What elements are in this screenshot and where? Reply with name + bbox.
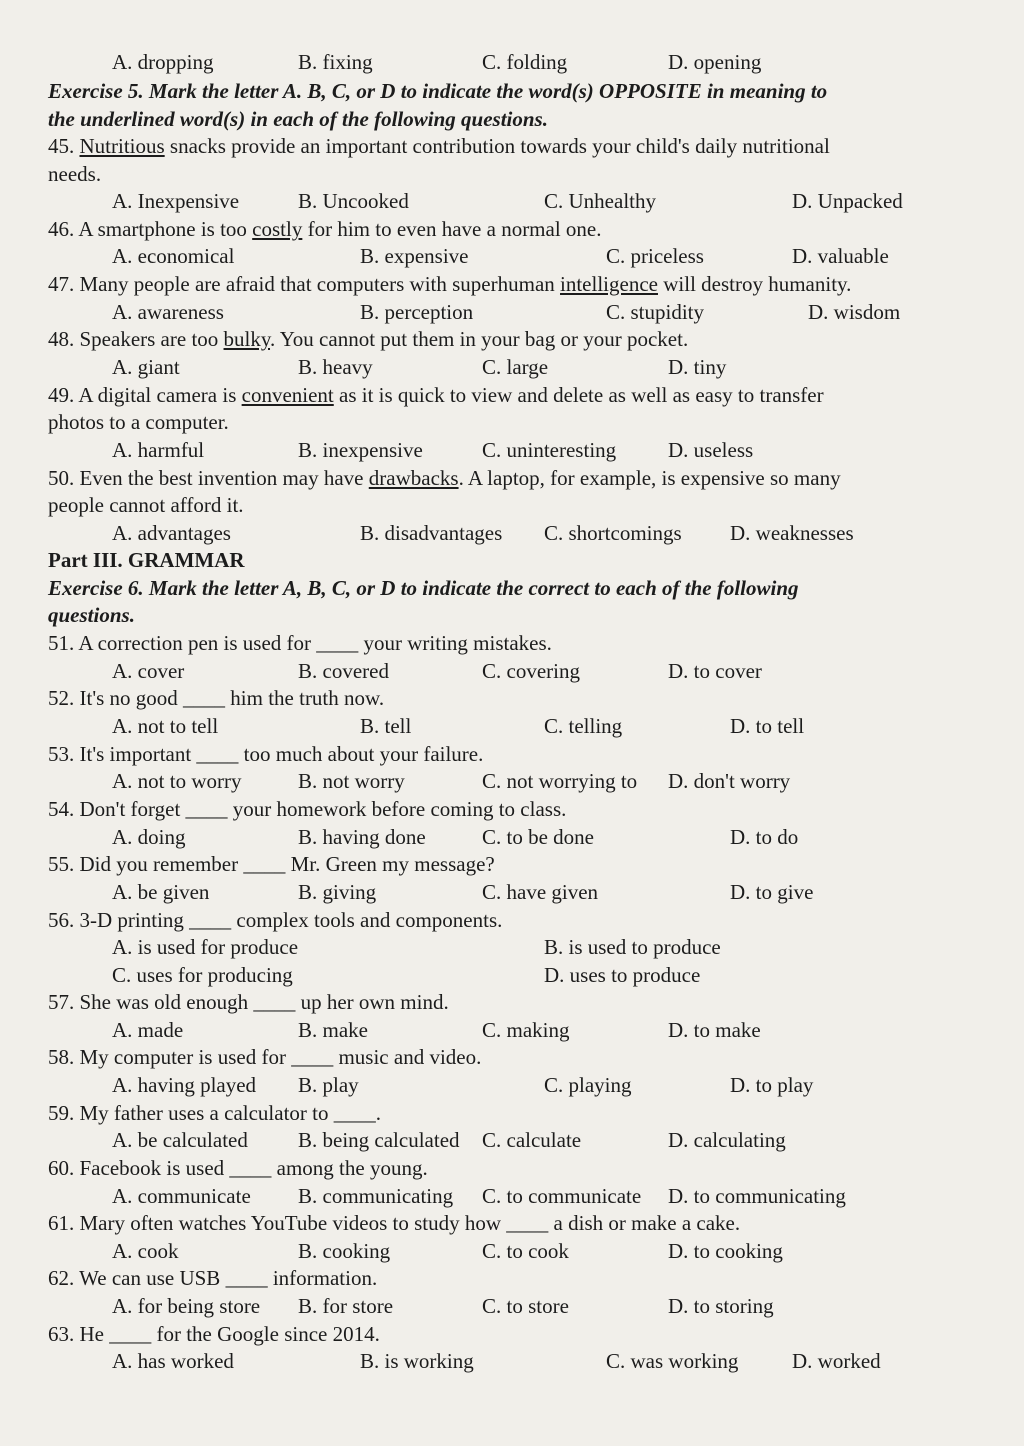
option-a: A. awareness — [112, 300, 224, 324]
question-51: 51. A correction pen is used for ____ your writing mistakes. — [48, 631, 552, 655]
option-a: A. be calculated — [112, 1128, 248, 1152]
option-d: D. to make — [668, 1018, 761, 1042]
option-c: C. to store — [482, 1294, 569, 1318]
question-48: 48. Speakers are too bulky. You cannot put them in your bag or your pocket. — [48, 327, 689, 351]
option-d: D. wisdom — [808, 300, 901, 324]
option-b: B. fixing — [298, 50, 373, 74]
option-a: A. for being store — [112, 1294, 261, 1318]
option-d: D. weaknesses — [730, 521, 854, 545]
question-55: 55. Did you remember ____ Mr. Green my message? — [48, 852, 495, 876]
question-49: 49. A digital camera is convenient as it is quick to view and delete as well as easy to transfer — [48, 383, 824, 407]
option-b: B. tell — [360, 714, 412, 738]
option-b: B. having done — [298, 825, 426, 849]
question-61: 61. Mary often watches YouTube videos to study how ____ a dish or make a cake. — [48, 1211, 741, 1235]
option-b: B. Uncooked — [298, 189, 409, 213]
option-d: D. to cooking — [668, 1239, 783, 1263]
option-d: D. to give — [730, 880, 814, 904]
exercise-5-instruction: Exercise 5. Mark the letter A. B, C, or D to indicate the word(s) OPPOSITE in meaning to — [48, 79, 828, 103]
option-b: B. is used to produce — [544, 935, 721, 959]
option-d: D. useless — [668, 438, 754, 462]
question-46: 46. A smartphone is too costly for him to even have a normal one. — [48, 217, 602, 241]
option-c: C. Unhealthy — [544, 189, 656, 213]
option-a: A. is used for produce — [112, 935, 299, 959]
option-d: D. opening — [668, 50, 762, 74]
question-62: 62. We can use USB ____ information. — [48, 1266, 378, 1290]
option-b: B. not worry — [298, 769, 405, 793]
exercise-5-instruction-cont: the underlined word(s) in each of the following questions. — [48, 107, 548, 131]
option-b: B. covered — [298, 659, 389, 683]
option-c: C. have given — [482, 880, 599, 904]
option-b: B. communicating — [298, 1184, 454, 1208]
option-a: A. cover — [112, 659, 185, 683]
option-c: C. playing — [544, 1073, 632, 1097]
option-d: D. calculating — [668, 1128, 786, 1152]
option-a: A. cook — [112, 1239, 179, 1263]
option-a: A. has worked — [112, 1349, 234, 1373]
option-b: B. heavy — [298, 355, 373, 379]
option-d: D. to play — [730, 1073, 814, 1097]
option-b: B. for store — [298, 1294, 394, 1318]
question-56: 56. 3-D printing ____ complex tools and components. — [48, 908, 503, 932]
option-b: B. inexpensive — [298, 438, 423, 462]
option-b: B. perception — [360, 300, 474, 324]
option-a: A. communicate — [112, 1184, 251, 1208]
option-d: D. to do — [730, 825, 799, 849]
option-a: A. Inexpensive — [112, 189, 240, 213]
option-c: C. not worrying to — [482, 769, 638, 793]
option-b: B. play — [298, 1073, 359, 1097]
option-b: B. expensive — [360, 244, 469, 268]
option-c: C. stupidity — [606, 300, 705, 324]
option-b: B. cooking — [298, 1239, 391, 1263]
exercise-6-instruction: Exercise 6. Mark the letter A, B, C, or D to indicate the correct to each of the following — [48, 576, 799, 600]
option-c: C. covering — [482, 659, 580, 683]
option-c: C. was working — [606, 1349, 739, 1373]
option-d: D. valuable — [792, 244, 889, 268]
option-b: B. giving — [298, 880, 377, 904]
option-d: D. to tell — [730, 714, 805, 738]
option-c: C. uninteresting — [482, 438, 617, 462]
option-b: B. being calculated — [298, 1128, 460, 1152]
option-c: C. shortcomings — [544, 521, 682, 545]
option-c: C. to communicate — [482, 1184, 642, 1208]
option-a: A. harmful — [112, 438, 205, 462]
option-a: A. not to tell — [112, 714, 219, 738]
option-d: D. worked — [792, 1349, 881, 1373]
question-58: 58. My computer is used for ____ music and video. — [48, 1045, 482, 1069]
question-50: 50. Even the best invention may have drawbacks. A laptop, for example, is expensive so many — [48, 466, 841, 490]
option-c: C. priceless — [606, 244, 704, 268]
option-c: C. large — [482, 355, 549, 379]
option-a: A. having played — [112, 1073, 257, 1097]
option-c: C. telling — [544, 714, 623, 738]
question-59: 59. My father uses a calculator to ____. — [48, 1101, 381, 1125]
option-a: A. doing — [112, 825, 186, 849]
option-b: B. make — [298, 1018, 368, 1042]
question-45: 45. Nutritious snacks provide an important contribution towards your child's daily nutritional — [48, 134, 830, 158]
option-a: A. made — [112, 1018, 184, 1042]
question-50-cont: people cannot afford it. — [48, 493, 244, 517]
option-a: A. advantages — [112, 521, 231, 545]
option-a: A. economical — [112, 244, 235, 268]
option-c: C. calculate — [482, 1128, 582, 1152]
option-b: B. disadvantages — [360, 521, 503, 545]
option-d: D. to communicating — [668, 1184, 846, 1208]
question-47: 47. Many people are afraid that computers with superhuman intelligence will destroy humanity. — [48, 272, 852, 296]
question-60: 60. Facebook is used ____ among the young. — [48, 1156, 428, 1180]
question-63: 63. He ____ for the Google since 2014. — [48, 1322, 380, 1346]
option-d: D. to storing — [668, 1294, 774, 1318]
question-49-cont: photos to a computer. — [48, 410, 229, 434]
question-52: 52. It's no good ____ him the truth now. — [48, 686, 385, 710]
option-c: C. folding — [482, 50, 568, 74]
option-a: A. be given — [112, 880, 210, 904]
option-a: A. not to worry — [112, 769, 242, 793]
option-b: B. is working — [360, 1349, 474, 1373]
exercise-6-instruction-cont: questions. — [48, 603, 135, 627]
option-d: D. to cover — [668, 659, 762, 683]
question-45-cont: needs. — [48, 162, 102, 186]
option-d: D. don't worry — [668, 769, 791, 793]
option-c: C. to cook — [482, 1239, 569, 1263]
question-57: 57. She was old enough ____ up her own mind. — [48, 990, 449, 1014]
option-a: A. dropping — [112, 50, 214, 74]
option-c: C. making — [482, 1018, 570, 1042]
option-d: D. Unpacked — [792, 189, 903, 213]
question-53: 53. It's important ____ too much about your failure. — [48, 742, 484, 766]
option-d: D. tiny — [668, 355, 727, 379]
part-heading: Part III. GRAMMAR — [48, 548, 245, 572]
question-54: 54. Don't forget ____ your homework before coming to class. — [48, 797, 567, 821]
option-d: D. uses to produce — [544, 963, 701, 987]
option-c: C. uses for producing — [112, 963, 293, 987]
option-a: A. giant — [112, 355, 180, 379]
option-c: C. to be done — [482, 825, 594, 849]
